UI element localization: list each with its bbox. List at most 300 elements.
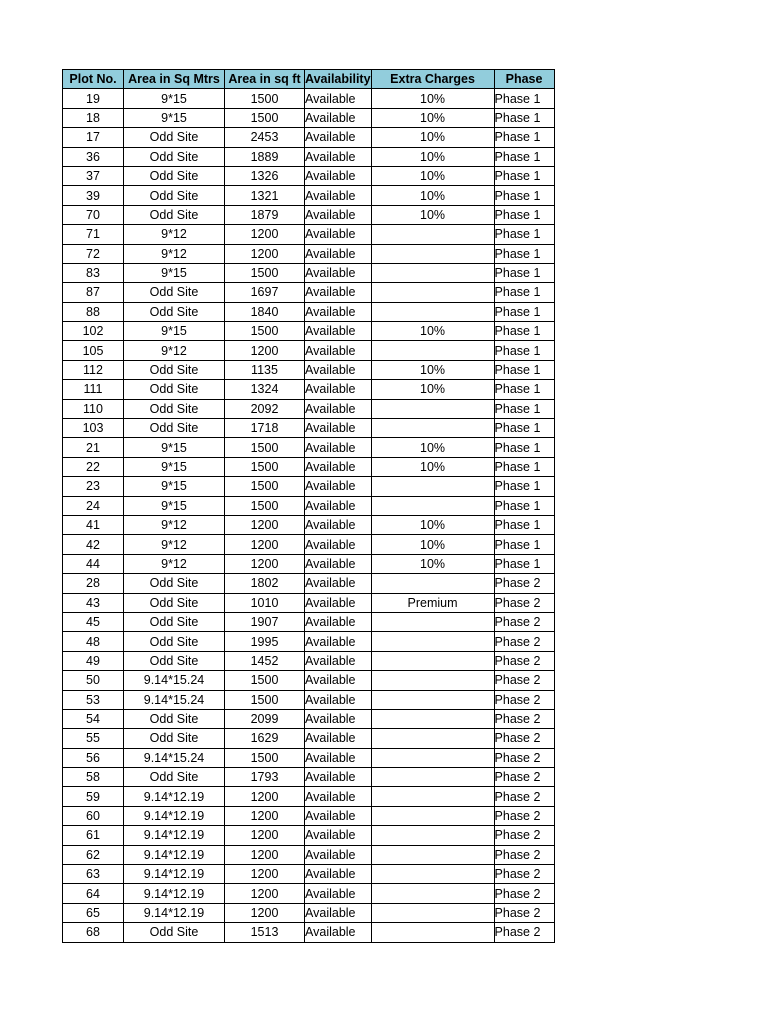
cell-plot-no[interactable]: 43 xyxy=(63,593,124,612)
cell-extra-charges[interactable]: 10% xyxy=(371,457,494,476)
cell-area-sq-mtrs[interactable]: 9*15 xyxy=(124,477,225,496)
cell-area-sq-ft[interactable]: 1802 xyxy=(225,574,305,593)
cell-availability[interactable]: Available xyxy=(305,496,372,515)
cell-phase[interactable]: Phase 2 xyxy=(494,612,554,631)
table-row xyxy=(63,360,555,379)
cell-availability[interactable]: Available xyxy=(305,186,372,205)
cell-plot-no[interactable]: 18 xyxy=(63,108,124,127)
cell-availability[interactable]: Available xyxy=(305,128,372,147)
cell-plot-no[interactable]: 45 xyxy=(63,612,124,631)
cell-availability[interactable]: Available xyxy=(305,225,372,244)
cell-area-sq-ft[interactable]: 1200 xyxy=(225,806,305,825)
cell-area-sq-ft[interactable]: 1629 xyxy=(225,729,305,748)
cell-extra-charges[interactable] xyxy=(371,574,494,593)
cell-plot-no[interactable]: 56 xyxy=(63,748,124,767)
cell-availability[interactable]: Available xyxy=(305,651,372,670)
cell-area-sq-ft[interactable]: 1500 xyxy=(225,457,305,476)
cell-availability[interactable]: Available xyxy=(305,380,372,399)
cell-phase[interactable]: Phase 1 xyxy=(494,477,554,496)
cell-phase[interactable]: Phase 1 xyxy=(494,496,554,515)
cell-extra-charges[interactable] xyxy=(371,671,494,690)
cell-phase[interactable]: Phase 2 xyxy=(494,826,554,845)
cell-area-sq-ft[interactable]: 1200 xyxy=(225,865,305,884)
cell-plot-no[interactable]: 49 xyxy=(63,651,124,670)
cell-extra-charges[interactable]: 10% xyxy=(371,515,494,534)
cell-extra-charges[interactable] xyxy=(371,845,494,864)
cell-area-sq-mtrs[interactable]: 9.14*15.24 xyxy=(124,690,225,709)
cell-plot-no[interactable]: 54 xyxy=(63,709,124,728)
cell-plot-no[interactable]: 110 xyxy=(63,399,124,418)
table-row xyxy=(63,574,555,593)
cell-area-sq-mtrs[interactable]: Odd Site xyxy=(124,419,225,438)
cell-area-sq-ft[interactable]: 1889 xyxy=(225,147,305,166)
table-row xyxy=(63,496,555,515)
cell-plot-no[interactable]: 105 xyxy=(63,341,124,360)
cell-phase[interactable]: Phase 1 xyxy=(494,283,554,302)
cell-extra-charges[interactable] xyxy=(371,865,494,884)
cell-area-sq-mtrs[interactable]: Odd Site xyxy=(124,574,225,593)
cell-extra-charges[interactable] xyxy=(371,768,494,787)
table-row xyxy=(63,787,555,806)
cell-extra-charges[interactable]: 10% xyxy=(371,322,494,341)
cell-extra-charges[interactable]: 10% xyxy=(371,166,494,185)
cell-plot-no[interactable]: 102 xyxy=(63,322,124,341)
cell-extra-charges[interactable]: 10% xyxy=(371,128,494,147)
cell-phase[interactable]: Phase 2 xyxy=(494,748,554,767)
cell-phase[interactable]: Phase 1 xyxy=(494,225,554,244)
cell-area-sq-mtrs[interactable]: Odd Site xyxy=(124,186,225,205)
cell-extra-charges[interactable]: 10% xyxy=(371,554,494,573)
cell-phase[interactable]: Phase 1 xyxy=(494,244,554,263)
cell-phase[interactable]: Phase 2 xyxy=(494,806,554,825)
cell-plot-no[interactable]: 37 xyxy=(63,166,124,185)
table-row xyxy=(63,826,555,845)
cell-availability[interactable]: Available xyxy=(305,166,372,185)
cell-plot-no[interactable]: 61 xyxy=(63,826,124,845)
cell-availability[interactable]: Available xyxy=(305,632,372,651)
cell-area-sq-mtrs[interactable]: 9.14*12.19 xyxy=(124,787,225,806)
cell-phase[interactable]: Phase 2 xyxy=(494,884,554,903)
cell-area-sq-ft[interactable]: 1500 xyxy=(225,690,305,709)
cell-area-sq-mtrs[interactable]: Odd Site xyxy=(124,651,225,670)
cell-availability[interactable]: Available xyxy=(305,806,372,825)
cell-extra-charges[interactable] xyxy=(371,826,494,845)
cell-availability[interactable]: Available xyxy=(305,399,372,418)
cell-extra-charges[interactable] xyxy=(371,477,494,496)
header-extra-charges[interactable]: Extra Charges xyxy=(371,70,494,89)
cell-area-sq-ft[interactable]: 1200 xyxy=(225,787,305,806)
cell-area-sq-ft[interactable]: 2099 xyxy=(225,709,305,728)
cell-area-sq-ft[interactable]: 1135 xyxy=(225,360,305,379)
cell-area-sq-ft[interactable]: 1324 xyxy=(225,380,305,399)
cell-plot-no[interactable]: 17 xyxy=(63,128,124,147)
cell-phase[interactable]: Phase 1 xyxy=(494,419,554,438)
cell-area-sq-mtrs[interactable]: 9*12 xyxy=(124,225,225,244)
cell-phase[interactable]: Phase 1 xyxy=(494,535,554,554)
cell-area-sq-ft[interactable]: 1500 xyxy=(225,263,305,282)
cell-availability[interactable]: Available xyxy=(305,147,372,166)
table-row xyxy=(63,671,555,690)
table-row xyxy=(63,729,555,748)
cell-plot-no[interactable]: 41 xyxy=(63,515,124,534)
cell-area-sq-mtrs[interactable]: 9.14*12.19 xyxy=(124,826,225,845)
cell-area-sq-ft[interactable]: 1452 xyxy=(225,651,305,670)
cell-availability[interactable]: Available xyxy=(305,108,372,127)
cell-phase[interactable]: Phase 2 xyxy=(494,845,554,864)
cell-availability[interactable]: Available xyxy=(305,535,372,554)
cell-phase[interactable]: Phase 1 xyxy=(494,166,554,185)
header-phase[interactable]: Phase xyxy=(494,70,554,89)
cell-availability[interactable]: Available xyxy=(305,419,372,438)
cell-phase[interactable]: Phase 1 xyxy=(494,554,554,573)
table-row xyxy=(63,147,555,166)
cell-extra-charges[interactable]: 10% xyxy=(371,147,494,166)
cell-plot-no[interactable]: 50 xyxy=(63,671,124,690)
cell-area-sq-mtrs[interactable]: Odd Site xyxy=(124,283,225,302)
cell-availability[interactable]: Available xyxy=(305,884,372,903)
cell-extra-charges[interactable] xyxy=(371,729,494,748)
cell-availability[interactable]: Available xyxy=(305,787,372,806)
cell-extra-charges[interactable]: 10% xyxy=(371,438,494,457)
cell-area-sq-mtrs[interactable]: 9*15 xyxy=(124,322,225,341)
cell-area-sq-ft[interactable]: 1513 xyxy=(225,923,305,942)
cell-phase[interactable]: Phase 1 xyxy=(494,302,554,321)
cell-extra-charges[interactable] xyxy=(371,709,494,728)
cell-extra-charges[interactable] xyxy=(371,263,494,282)
table-row xyxy=(63,457,555,476)
cell-phase[interactable]: Phase 2 xyxy=(494,709,554,728)
cell-extra-charges[interactable] xyxy=(371,225,494,244)
cell-plot-no[interactable]: 23 xyxy=(63,477,124,496)
cell-plot-no[interactable]: 65 xyxy=(63,903,124,922)
cell-availability[interactable]: Available xyxy=(305,244,372,263)
cell-phase[interactable]: Phase 1 xyxy=(494,438,554,457)
cell-extra-charges[interactable]: 10% xyxy=(371,535,494,554)
cell-area-sq-ft[interactable]: 1500 xyxy=(225,748,305,767)
cell-phase[interactable]: Phase 1 xyxy=(494,360,554,379)
cell-phase[interactable]: Phase 1 xyxy=(494,128,554,147)
cell-extra-charges[interactable] xyxy=(371,923,494,942)
cell-extra-charges[interactable]: 10% xyxy=(371,108,494,127)
cell-phase[interactable]: Phase 2 xyxy=(494,903,554,922)
table-row xyxy=(63,632,555,651)
cell-area-sq-ft[interactable]: 1907 xyxy=(225,612,305,631)
cell-extra-charges[interactable] xyxy=(371,496,494,515)
cell-phase[interactable]: Phase 2 xyxy=(494,768,554,787)
cell-area-sq-mtrs[interactable]: Odd Site xyxy=(124,302,225,321)
cell-availability[interactable]: Available xyxy=(305,457,372,476)
cell-extra-charges[interactable] xyxy=(371,302,494,321)
cell-plot-no[interactable]: 22 xyxy=(63,457,124,476)
cell-area-sq-ft[interactable]: 1200 xyxy=(225,515,305,534)
cell-phase[interactable]: Phase 2 xyxy=(494,632,554,651)
cell-availability[interactable]: Available xyxy=(305,263,372,282)
cell-extra-charges[interactable]: 10% xyxy=(371,205,494,224)
header-availability[interactable]: Availability xyxy=(305,70,372,89)
cell-availability[interactable]: Available xyxy=(305,593,372,612)
table-row xyxy=(63,341,555,360)
cell-availability[interactable]: Available xyxy=(305,709,372,728)
cell-plot-no[interactable]: 21 xyxy=(63,438,124,457)
cell-availability[interactable]: Available xyxy=(305,341,372,360)
cell-area-sq-mtrs[interactable]: Odd Site xyxy=(124,205,225,224)
cell-area-sq-mtrs[interactable]: Odd Site xyxy=(124,593,225,612)
cell-plot-no[interactable]: 28 xyxy=(63,574,124,593)
table-row xyxy=(63,186,555,205)
cell-phase[interactable]: Phase 1 xyxy=(494,457,554,476)
spreadsheet xyxy=(62,69,555,943)
cell-area-sq-ft[interactable]: 1200 xyxy=(225,535,305,554)
cell-area-sq-mtrs[interactable]: 9.14*12.19 xyxy=(124,903,225,922)
cell-plot-no[interactable]: 42 xyxy=(63,535,124,554)
cell-area-sq-mtrs[interactable]: Odd Site xyxy=(124,360,225,379)
cell-extra-charges[interactable] xyxy=(371,632,494,651)
cell-area-sq-ft[interactable]: 1200 xyxy=(225,826,305,845)
cell-plot-no[interactable]: 55 xyxy=(63,729,124,748)
cell-area-sq-mtrs[interactable]: 9.14*12.19 xyxy=(124,806,225,825)
cell-phase[interactable]: Phase 1 xyxy=(494,89,554,108)
cell-area-sq-ft[interactable]: 1200 xyxy=(225,845,305,864)
cell-availability[interactable]: Available xyxy=(305,554,372,573)
cell-area-sq-mtrs[interactable]: Odd Site xyxy=(124,768,225,787)
cell-area-sq-mtrs[interactable]: Odd Site xyxy=(124,923,225,942)
cell-area-sq-mtrs[interactable]: 9*15 xyxy=(124,89,225,108)
cell-plot-no[interactable]: 60 xyxy=(63,806,124,825)
cell-extra-charges[interactable] xyxy=(371,748,494,767)
cell-area-sq-mtrs[interactable]: Odd Site xyxy=(124,612,225,631)
table-row xyxy=(63,380,555,399)
cell-plot-no[interactable]: 70 xyxy=(63,205,124,224)
cell-area-sq-ft[interactable]: 1500 xyxy=(225,671,305,690)
cell-extra-charges[interactable] xyxy=(371,884,494,903)
cell-availability[interactable]: Available xyxy=(305,826,372,845)
table-row xyxy=(63,612,555,631)
cell-plot-no[interactable]: 64 xyxy=(63,884,124,903)
cell-plot-no[interactable]: 103 xyxy=(63,419,124,438)
plots-table xyxy=(62,69,555,943)
cell-area-sq-mtrs[interactable]: 9*15 xyxy=(124,263,225,282)
cell-availability[interactable]: Available xyxy=(305,729,372,748)
cell-phase[interactable]: Phase 1 xyxy=(494,205,554,224)
cell-extra-charges[interactable] xyxy=(371,651,494,670)
cell-plot-no[interactable]: 88 xyxy=(63,302,124,321)
table-row xyxy=(63,748,555,767)
table-row xyxy=(63,419,555,438)
cell-plot-no[interactable]: 48 xyxy=(63,632,124,651)
cell-extra-charges[interactable]: Premium xyxy=(371,593,494,612)
table-row xyxy=(63,128,555,147)
cell-phase[interactable]: Phase 2 xyxy=(494,923,554,942)
cell-extra-charges[interactable]: 10% xyxy=(371,186,494,205)
cell-area-sq-mtrs[interactable]: 9*15 xyxy=(124,496,225,515)
cell-plot-no[interactable]: 53 xyxy=(63,690,124,709)
cell-area-sq-mtrs[interactable]: 9.14*15.24 xyxy=(124,671,225,690)
cell-extra-charges[interactable] xyxy=(371,612,494,631)
cell-area-sq-mtrs[interactable]: Odd Site xyxy=(124,380,225,399)
cell-area-sq-mtrs[interactable]: 9*12 xyxy=(124,515,225,534)
cell-area-sq-ft[interactable]: 1200 xyxy=(225,341,305,360)
header-row xyxy=(63,70,555,89)
cell-area-sq-mtrs[interactable]: Odd Site xyxy=(124,166,225,185)
cell-availability[interactable]: Available xyxy=(305,865,372,884)
cell-plot-no[interactable]: 83 xyxy=(63,263,124,282)
cell-area-sq-ft[interactable]: 2092 xyxy=(225,399,305,418)
table-row xyxy=(63,302,555,321)
cell-plot-no[interactable]: 58 xyxy=(63,768,124,787)
cell-area-sq-mtrs[interactable]: 9*12 xyxy=(124,535,225,554)
cell-area-sq-mtrs[interactable]: 9.14*15.24 xyxy=(124,748,225,767)
cell-availability[interactable]: Available xyxy=(305,302,372,321)
cell-area-sq-ft[interactable]: 1010 xyxy=(225,593,305,612)
cell-area-sq-ft[interactable]: 1793 xyxy=(225,768,305,787)
cell-area-sq-ft[interactable]: 1718 xyxy=(225,419,305,438)
header-area-sq-ft[interactable]: Area in sq ft xyxy=(225,70,305,89)
cell-availability[interactable]: Available xyxy=(305,574,372,593)
cell-availability[interactable]: Available xyxy=(305,477,372,496)
cell-area-sq-ft[interactable]: 1326 xyxy=(225,166,305,185)
table-body xyxy=(63,89,555,942)
table-row xyxy=(63,263,555,282)
cell-phase[interactable]: Phase 2 xyxy=(494,787,554,806)
cell-plot-no[interactable]: 87 xyxy=(63,283,124,302)
cell-area-sq-mtrs[interactable]: 9.14*12.19 xyxy=(124,884,225,903)
cell-phase[interactable]: Phase 2 xyxy=(494,651,554,670)
table-row xyxy=(63,322,555,341)
cell-extra-charges[interactable] xyxy=(371,283,494,302)
table-row xyxy=(63,515,555,534)
cell-availability[interactable]: Available xyxy=(305,89,372,108)
cell-phase[interactable]: Phase 1 xyxy=(494,322,554,341)
cell-area-sq-mtrs[interactable]: Odd Site xyxy=(124,632,225,651)
cell-extra-charges[interactable] xyxy=(371,419,494,438)
cell-plot-no[interactable]: 36 xyxy=(63,147,124,166)
table-row xyxy=(63,709,555,728)
cell-area-sq-mtrs[interactable]: Odd Site xyxy=(124,399,225,418)
cell-area-sq-ft[interactable]: 1200 xyxy=(225,554,305,573)
cell-area-sq-ft[interactable]: 1321 xyxy=(225,186,305,205)
cell-availability[interactable]: Available xyxy=(305,768,372,787)
cell-availability[interactable]: Available xyxy=(305,205,372,224)
cell-area-sq-mtrs[interactable]: Odd Site xyxy=(124,128,225,147)
cell-plot-no[interactable]: 111 xyxy=(63,380,124,399)
cell-area-sq-mtrs[interactable]: 9*12 xyxy=(124,554,225,573)
cell-area-sq-ft[interactable]: 2453 xyxy=(225,128,305,147)
cell-phase[interactable]: Phase 1 xyxy=(494,263,554,282)
cell-area-sq-ft[interactable]: 1200 xyxy=(225,225,305,244)
cell-extra-charges[interactable]: 10% xyxy=(371,89,494,108)
cell-extra-charges[interactable]: 10% xyxy=(371,380,494,399)
table-row xyxy=(63,244,555,263)
cell-extra-charges[interactable] xyxy=(371,903,494,922)
cell-phase[interactable]: Phase 1 xyxy=(494,515,554,534)
cell-area-sq-ft[interactable]: 1500 xyxy=(225,108,305,127)
cell-plot-no[interactable]: 24 xyxy=(63,496,124,515)
cell-availability[interactable]: Available xyxy=(305,903,372,922)
cell-availability[interactable]: Available xyxy=(305,923,372,942)
cell-phase[interactable]: Phase 2 xyxy=(494,729,554,748)
cell-availability[interactable]: Available xyxy=(305,612,372,631)
cell-availability[interactable]: Available xyxy=(305,845,372,864)
table-row xyxy=(63,554,555,573)
cell-plot-no[interactable]: 68 xyxy=(63,923,124,942)
cell-area-sq-mtrs[interactable]: 9.14*12.19 xyxy=(124,865,225,884)
cell-area-sq-mtrs[interactable]: Odd Site xyxy=(124,729,225,748)
cell-plot-no[interactable]: 44 xyxy=(63,554,124,573)
cell-plot-no[interactable]: 59 xyxy=(63,787,124,806)
cell-phase[interactable]: Phase 1 xyxy=(494,399,554,418)
cell-phase[interactable]: Phase 2 xyxy=(494,690,554,709)
cell-phase[interactable]: Phase 2 xyxy=(494,574,554,593)
cell-extra-charges[interactable] xyxy=(371,806,494,825)
cell-area-sq-mtrs[interactable]: 9*15 xyxy=(124,457,225,476)
cell-area-sq-mtrs[interactable]: Odd Site xyxy=(124,709,225,728)
cell-extra-charges[interactable] xyxy=(371,690,494,709)
cell-area-sq-ft[interactable]: 1500 xyxy=(225,477,305,496)
cell-plot-no[interactable]: 72 xyxy=(63,244,124,263)
table-row xyxy=(63,205,555,224)
cell-phase[interactable]: Phase 2 xyxy=(494,865,554,884)
cell-area-sq-ft[interactable]: 1995 xyxy=(225,632,305,651)
table-row xyxy=(63,399,555,418)
cell-area-sq-ft[interactable]: 1200 xyxy=(225,884,305,903)
cell-extra-charges[interactable] xyxy=(371,787,494,806)
cell-phase[interactable]: Phase 2 xyxy=(494,671,554,690)
cell-area-sq-ft[interactable]: 1840 xyxy=(225,302,305,321)
cell-phase[interactable]: Phase 1 xyxy=(494,380,554,399)
cell-area-sq-mtrs[interactable]: 9.14*12.19 xyxy=(124,845,225,864)
cell-area-sq-mtrs[interactable]: Odd Site xyxy=(124,147,225,166)
header-plot-no[interactable]: Plot No. xyxy=(63,70,124,89)
cell-phase[interactable]: Phase 1 xyxy=(494,147,554,166)
cell-plot-no[interactable]: 63 xyxy=(63,865,124,884)
cell-area-sq-mtrs[interactable]: 9*15 xyxy=(124,438,225,457)
cell-availability[interactable]: Available xyxy=(305,515,372,534)
cell-area-sq-ft[interactable]: 1200 xyxy=(225,903,305,922)
cell-phase[interactable]: Phase 2 xyxy=(494,593,554,612)
cell-area-sq-mtrs[interactable]: 9*12 xyxy=(124,341,225,360)
cell-area-sq-mtrs[interactable]: 9*15 xyxy=(124,108,225,127)
cell-availability[interactable]: Available xyxy=(305,690,372,709)
cell-area-sq-ft[interactable]: 1879 xyxy=(225,205,305,224)
cell-area-sq-ft[interactable]: 1200 xyxy=(225,244,305,263)
header-area-sq-mtrs[interactable]: Area in Sq Mtrs xyxy=(124,70,225,89)
cell-plot-no[interactable]: 112 xyxy=(63,360,124,379)
cell-phase[interactable]: Phase 1 xyxy=(494,108,554,127)
cell-availability[interactable]: Available xyxy=(305,283,372,302)
cell-area-sq-ft[interactable]: 1500 xyxy=(225,496,305,515)
cell-extra-charges[interactable] xyxy=(371,244,494,263)
cell-phase[interactable]: Phase 1 xyxy=(494,341,554,360)
cell-area-sq-ft[interactable]: 1500 xyxy=(225,438,305,457)
cell-availability[interactable]: Available xyxy=(305,438,372,457)
cell-plot-no[interactable]: 71 xyxy=(63,225,124,244)
cell-area-sq-mtrs[interactable]: 9*12 xyxy=(124,244,225,263)
cell-phase[interactable]: Phase 1 xyxy=(494,186,554,205)
cell-availability[interactable]: Available xyxy=(305,360,372,379)
cell-availability[interactable]: Available xyxy=(305,671,372,690)
cell-plot-no[interactable]: 39 xyxy=(63,186,124,205)
cell-extra-charges[interactable] xyxy=(371,399,494,418)
cell-area-sq-ft[interactable]: 1500 xyxy=(225,322,305,341)
cell-plot-no[interactable]: 62 xyxy=(63,845,124,864)
cell-extra-charges[interactable]: 10% xyxy=(371,360,494,379)
cell-plot-no[interactable]: 19 xyxy=(63,89,124,108)
cell-area-sq-ft[interactable]: 1697 xyxy=(225,283,305,302)
cell-availability[interactable]: Available xyxy=(305,748,372,767)
cell-availability[interactable]: Available xyxy=(305,322,372,341)
cell-area-sq-ft[interactable]: 1500 xyxy=(225,89,305,108)
cell-extra-charges[interactable] xyxy=(371,341,494,360)
